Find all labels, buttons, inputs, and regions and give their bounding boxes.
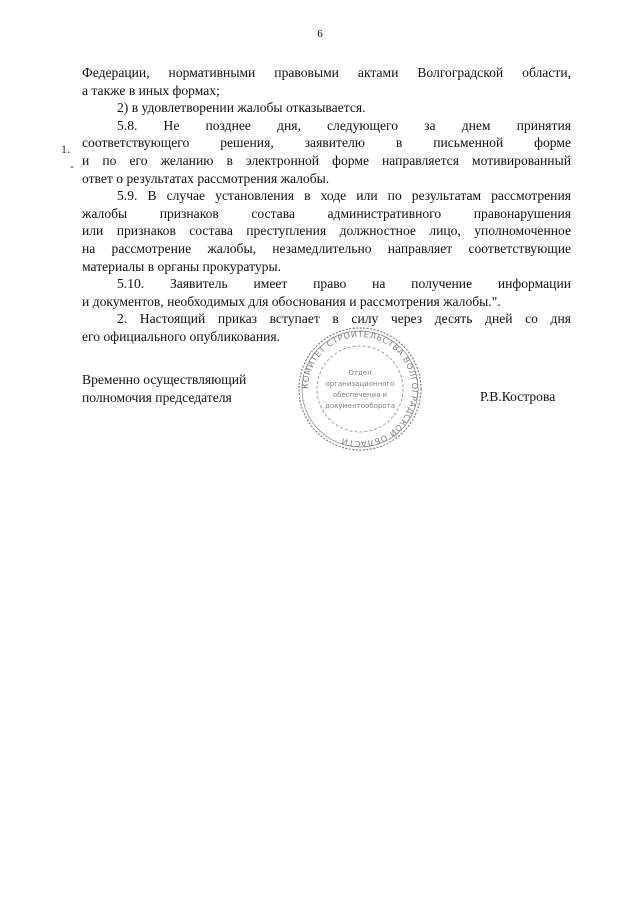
text-line: 5.8. Не позднее дня, следующего за днем принятия (117, 117, 571, 133)
text-line: его официального опубликования. (82, 328, 281, 344)
stamp-ring-text: КОМИТЕТ СТРОИТЕЛЬСТВА ВОЛГОГРАДСКОЙ ОБЛАСТИ (299, 328, 421, 450)
paragraph-5-10 (82, 275, 571, 310)
stamp-center-text: обеспечения и (332, 391, 388, 399)
paragraph-5-9 (82, 187, 571, 275)
stamp-center-text: Отдел (348, 369, 372, 377)
text-line: Федерации, нормативными правовыми актами Волгоградской области, (82, 65, 571, 80)
text-line: 5.9. В случае установления в ходе или по результатам рассмотрения (117, 188, 571, 204)
text-line: на рассмотрение жалобы, незамедлительно направляет соответствующие (82, 240, 571, 256)
text-line: 2. Настоящий приказ вступает в силу через десять дней со дня (117, 311, 571, 327)
text-line: и документов, необходимых для обоснования и рассмотрения жалобы.". (82, 293, 501, 309)
paragraph-item-2 (82, 99, 571, 117)
text-line: соответствующего решения, заявителю в письменной форме (82, 135, 571, 151)
stamp-center-text: организационного (325, 380, 395, 388)
margin-mark: - (70, 159, 74, 173)
signatory-title (82, 371, 302, 406)
paragraph-continuation (82, 64, 571, 99)
text-line: или признаков состава преступления должностное лицо, уполномоченное (82, 223, 571, 239)
text-line: материалы в органы прокуратуры. (82, 258, 281, 274)
official-stamp (296, 325, 424, 453)
text-line: жалобы признаков состава административного правонарушения (82, 205, 571, 221)
document-body (82, 64, 571, 346)
paragraph-5-8 (82, 117, 571, 187)
page-number: 6 (317, 28, 323, 40)
margin-mark: 1. (61, 142, 70, 156)
text-line: и по его желанию в электронной форме направляется мотивированный (82, 152, 571, 168)
text-line: 2) в удовлетворении жалобы отказывается. (117, 100, 366, 116)
signatory-title-line: Временно осуществляющий (82, 372, 247, 387)
signatory-title-line: полномочия председателя (82, 389, 232, 405)
text-line: ответ о результатах рассмотрения жалобы. (82, 170, 330, 186)
text-line: а также в иных формах; (82, 82, 220, 98)
signatory-name: Р.В.Кострова (480, 389, 556, 404)
stamp-center-text: документооборота (325, 402, 395, 410)
text-line: 5.10. Заявитель имеет право на получение информации (117, 276, 571, 292)
